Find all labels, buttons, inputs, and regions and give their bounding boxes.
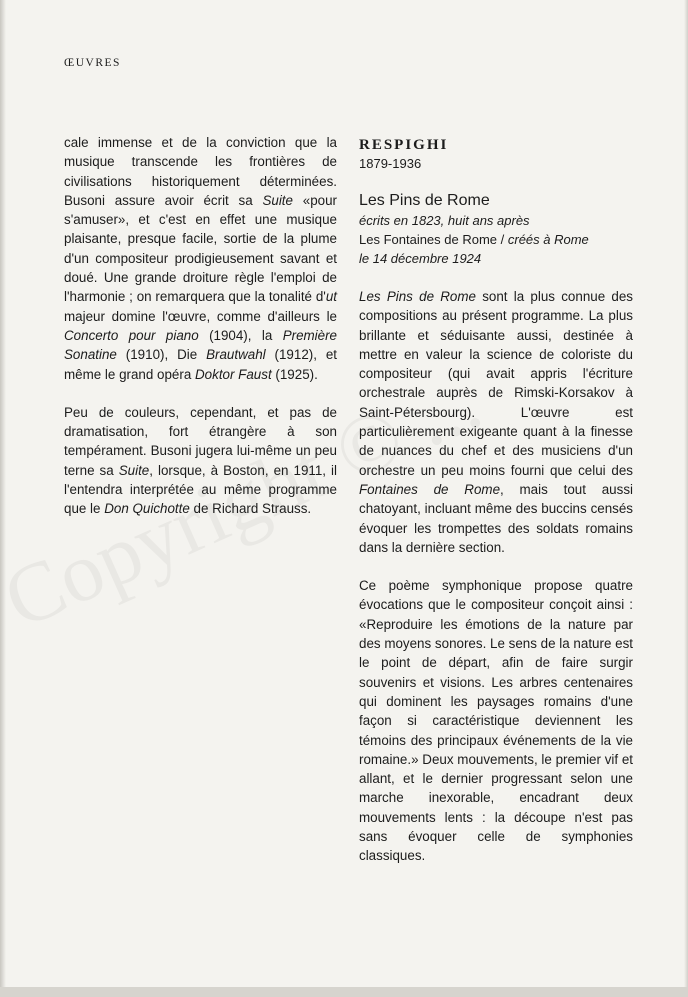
work-subtitle-line-2 xyxy=(359,230,633,249)
text-fragment: , mais tout aussi chatoyant, incluant même des buccins censés évoquer les trompettes des soldats romains dans la dernière section. xyxy=(359,481,633,555)
text-fragment: de Richard Strauss. xyxy=(193,501,312,517)
subtitle-plain: Les Fontaines de Rome / xyxy=(359,232,508,247)
italic-text: Première Sonatine xyxy=(64,327,338,363)
running-head: ŒUVRES xyxy=(64,57,121,69)
text-fragment: Peu de couleurs, cependant, et pas de dramatisation, fort étrangère à son tempérament. Busoni jugera lui-même un peu terne sa xyxy=(64,404,337,478)
italic-text: Brautwahl xyxy=(206,347,275,363)
text-fragment: Ce poème symphonique propose quatre évocations que le compositeur conçoit ainsi : «Reproduire les émotions de la nature par des moyens sonores. Le sens de la nature est le point de départ, afin de faire surgir souvenirs et visions. Les arbres centenaires qui dominent les paysages romains d'une façon si caractéristique deviennent les témoins des principaux événements de la vie romaine.» Deux mouvements, le premier vif et allant, et le dernier progressant selon une marche inexorable, encadrant deux mouvements lents : la découpe n'est pas sans évoquer celle de symphonies classiques. xyxy=(359,578,633,864)
text-fragment: cale immense et de la conviction que la musique transcende les frontières de civilisations historiquement déterminées. Busoni assure avoir écrit sa xyxy=(64,135,337,208)
text-fragment: (1912), et même le grand opéra xyxy=(64,347,337,382)
italic-text: Concerto pour piano xyxy=(64,327,210,343)
left-paragraph-1 xyxy=(64,133,337,384)
work-subtitle-line-1: écrits en 1823, huit ans après xyxy=(359,213,530,228)
right-paragraph-2 xyxy=(359,576,633,865)
italic-text: Les Pins de Rome xyxy=(359,289,483,304)
italic-text: Fontaines de Rome xyxy=(359,481,501,497)
composer-name: RESPIGHI xyxy=(359,137,449,153)
italic-text: ut xyxy=(325,289,337,305)
italic-text: Suite xyxy=(118,462,150,478)
right-column xyxy=(359,133,633,866)
composer-dates: 1879-1936 xyxy=(359,156,422,171)
right-paragraph-1 xyxy=(359,287,633,557)
scan-edge-right xyxy=(684,0,688,997)
italic-text: Suite xyxy=(262,192,303,208)
text-fragment: , lorsque, à Boston, en 1911, il l'entendra interprétée au même programme que le xyxy=(64,462,337,517)
text-fragment: (1904), la xyxy=(209,327,283,343)
text-fragment: (1925). xyxy=(275,366,318,382)
work-subtitle-line-3: le 14 décembre 1924 xyxy=(359,251,482,266)
scan-edge-left xyxy=(0,0,6,997)
text-fragment: (1910), Die xyxy=(125,347,207,363)
scan-edge-bottom xyxy=(0,987,688,997)
text-fragment: majeur domine l'œuvre, comme d'ailleurs le xyxy=(64,308,337,324)
text-fragment: sont la plus connue des compositions au présent programme. La plus brillante et séduisante aussi, destinée à mettre en valeur la science de coloriste du compositeur (qui avait appris l'écriture orchestrale auprès de Rimski-Korsakov à Saint-Pétersbourg). L'œuvre est particulièrement exigeante quant à la finesse de nuances du chef et des musiciens d'un orchestre un peu moins fourni que celui des xyxy=(359,289,633,478)
italic-text: Don Quichotte xyxy=(104,501,194,517)
work-title: Les Pins de Rome xyxy=(359,192,490,209)
subtitle-italic: créés à Rome xyxy=(507,232,589,247)
text-fragment: «pour s'amuser», et c'est en effet une musique plaisante, presque facile, sortie de la plume d'un compositeur prodigieusement savant et doué. Une grande droiture règle l'emploi de l'harmonie ; on remarquera que la tonalité d' xyxy=(64,192,337,305)
left-column xyxy=(64,133,337,519)
left-paragraph-2 xyxy=(64,403,337,519)
italic-text: Doktor Faust xyxy=(195,366,276,382)
